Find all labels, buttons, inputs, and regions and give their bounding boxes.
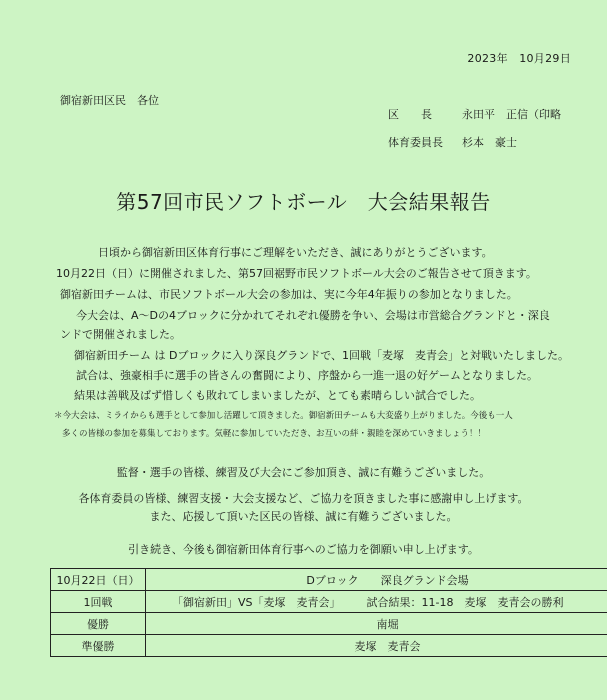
signatory-role-2: 体育委員長 <box>388 136 443 149</box>
runner-up-cell: 麦塚 麦青会 <box>146 635 607 657</box>
report-date: 2023年 10月29日 <box>467 52 571 65</box>
thanks-line-3: また、応援して頂いた区民の皆様、誠に有難うございました。 <box>149 510 458 523</box>
body-line-5: ンドで開催されました。 <box>60 328 181 341</box>
body-line-8: 結果は善戦及ばず惜しくも敗れてしまいましたが、とても素晴らしい試合でした。 <box>74 389 481 402</box>
round-cell: 1回戦 <box>51 591 146 613</box>
closing-line: 引き続き、今後も御宿新田体育行事へのご協力を御願い申し上げます。 <box>128 543 479 556</box>
note-line-1: ＊今大会は、ミライからも選手として参加し活躍して頂きました。御宿新田チームも大変盛り上がりました。今後も一人 <box>54 411 513 421</box>
champion-label-cell: 優勝 <box>51 613 146 635</box>
report-title: 第57回市民ソフトボール 大会結果報告 <box>116 190 491 214</box>
signatory-name-1: 永田平 正信（印略 <box>462 108 561 121</box>
runner-up-label-cell: 準優勝 <box>51 635 146 657</box>
addressee: 御宿新田区民 各位 <box>60 94 159 107</box>
venue-cell: Dブロック 深良グランド会場 <box>146 569 607 591</box>
body-line-2: 10月22日（日）に開催されました、第57回裾野市民ソフトボール大会のご報告させて頂きます。 <box>56 267 537 280</box>
match-date-cell: 10月22日（日） <box>51 569 146 591</box>
signatory-role-1: 区 長 <box>388 108 432 121</box>
table-row <box>51 635 607 657</box>
table-row <box>51 613 607 635</box>
thanks-line-1: 監督・選手の皆様、練習及び大会にご参加頂き、誠に有難うございました。 <box>116 466 491 479</box>
results-table <box>50 568 607 657</box>
body-line-3: 御宿新田チームは、市民ソフトボール大会の参加は、実に今年4年振りの参加となりました。 <box>60 288 518 301</box>
body-line-4: 今大会は、A～Dの4ブロックに分かれてそれぞれ優勝を争い、会場は市営総合グランドと・深良 <box>76 309 550 322</box>
table-row <box>51 569 607 591</box>
body-line-7: 試合は、強豪相手に選手の皆さんの奮闘により、序盤から一進一退の好ゲームとなりました。 <box>76 369 538 382</box>
champion-cell: 南堀 <box>146 613 607 635</box>
table-row <box>51 591 607 613</box>
body-line-6: 御宿新田チーム は Dブロックに入り深良グランドで、1回戦「麦塚 麦青会」と対戦いたしました。 <box>74 349 570 362</box>
signatory-name-2: 杉本 豪士 <box>462 136 517 149</box>
result-text: 試合結果：11-18 麦塚 麦青会の勝利 <box>366 595 564 609</box>
body-line-1: 日頃から御宿新田区体育行事にご理解をいただき、誠にありがとうございます。 <box>98 246 493 259</box>
matchup-text: 「御宿新田」VS「麦塚 麦青会」 <box>172 595 341 609</box>
note-line-2: 多くの皆様の参加を募集しております。気軽に参加していただき、お互いの絆・親睦を深めていきましょう！！ <box>62 429 486 439</box>
match-result-cell <box>146 591 607 613</box>
thanks-line-2: 各体育委員の皆様、練習支援・大会支援など、ご協力を頂きました事に感謝申し上げます。 <box>78 492 529 505</box>
